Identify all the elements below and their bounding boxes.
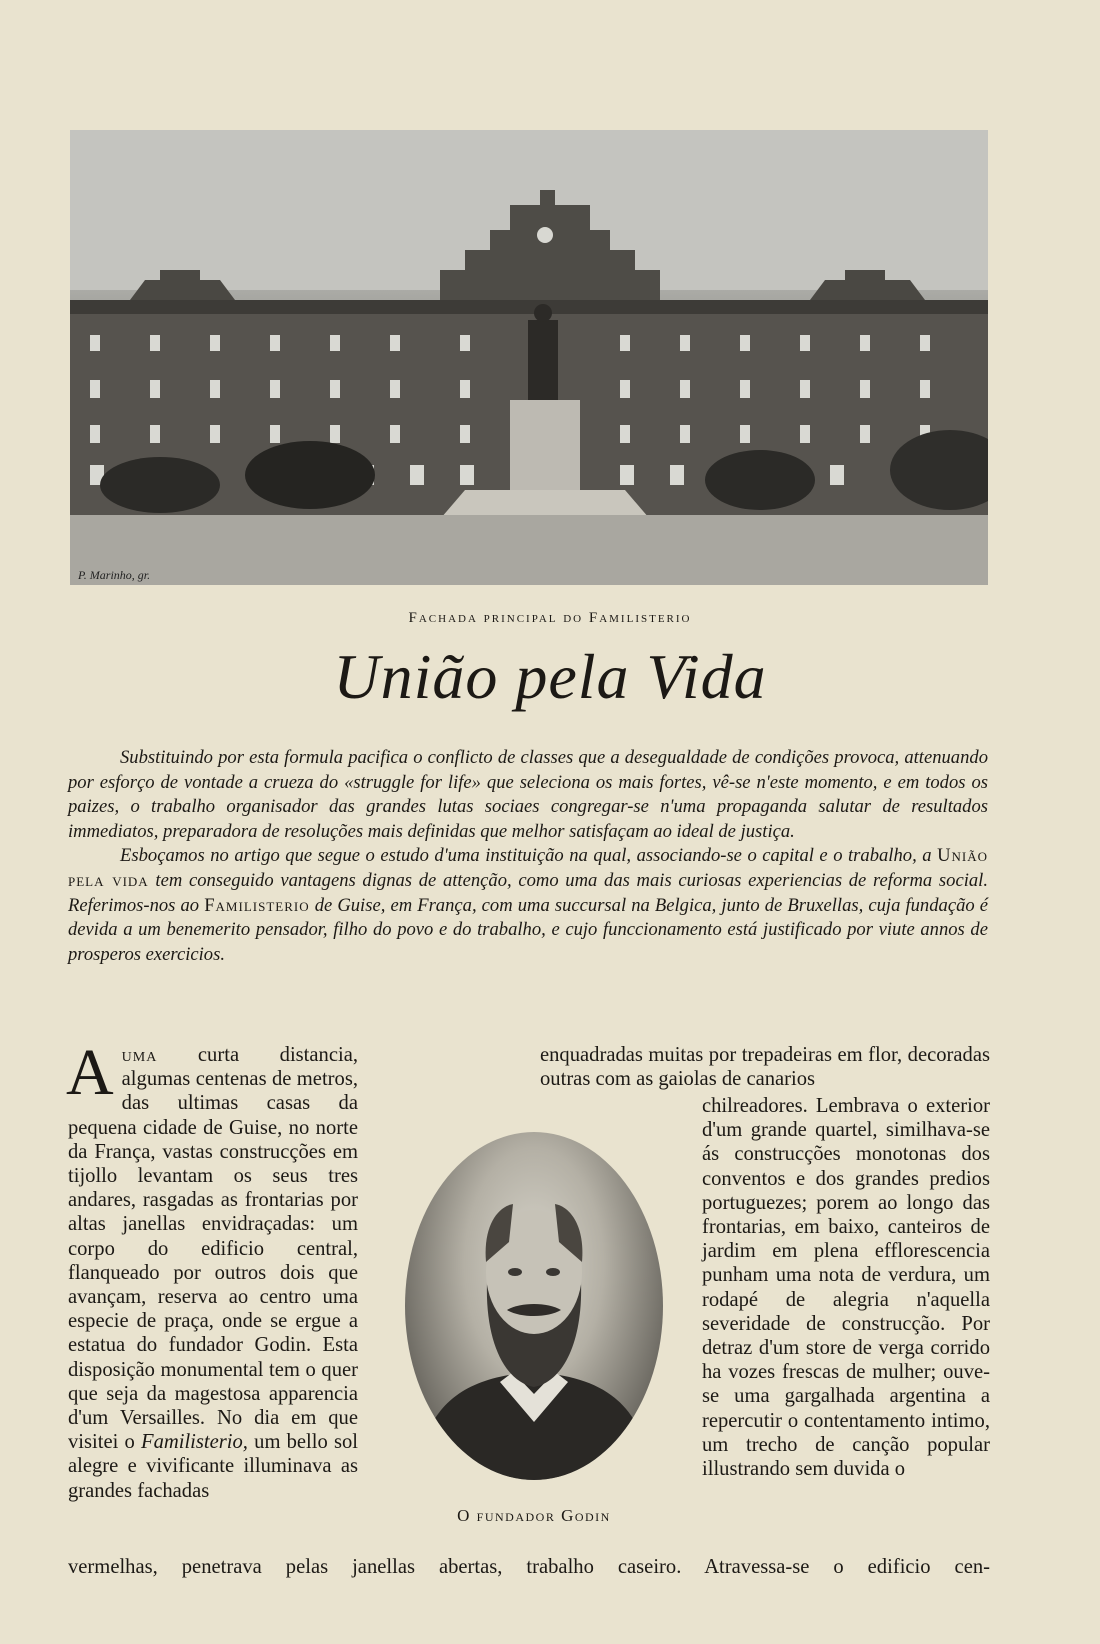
body-column-right: chilreadores. Lembrava o exterior d'um grande quartel, similhava-se ás construcções monotonas dos conventos e dos grandes predios portuguezes; porem ao longo das frontarias, em baixo, canteiros de jardim em plena efflorescencia punham uma nota de verdura, um rodapé de alegria n'aquella severidade de construcção. Por detraz d'um store de verga corrido ha vozes frescas de mulher; ouve-se uma gargalhada argentina a repercutir o contentamento intimo, um trecho de canção popular illustrando sem duvida o xyxy=(702,1095,990,1481)
right-column-top: enquadradas muitas por trepadeiras em flor, decoradas outras com as gaiolas de canarios xyxy=(540,1044,990,1091)
familisterio-facade-photo xyxy=(70,130,988,585)
godin-portrait xyxy=(405,1132,663,1480)
bottom-text-line: vermelhas, penetrava pelas janellas abertas, trabalho caseiro. Atravessa-se o edificio cen- xyxy=(68,1556,990,1578)
article-title: União pela Vida xyxy=(333,641,767,712)
drop-cap: A xyxy=(66,1036,114,1109)
intro-p2-smallcaps-2: Familisterio xyxy=(204,894,310,916)
left-column-end: um bello sol alegre e vivificante illuminava as grandes fachadas xyxy=(68,1431,358,1502)
intro-paragraph-2 xyxy=(68,844,988,967)
left-column-text: curta distancia, algumas centenas de metros, das ultimas casas da pequena cidade de Guise, no norte da França, vastas construcções em tijollo levantam os seus tres andares, rasgadas as frontarias por altas janellas envidraçadas: um corpo do edificio central, flanqueado por outros dois que avançam, reserva ao centro uma especie de praça, onde se ergue a estatua do fundador Godin. Esta disposição monumental tem o quer que seja da magestosa apparencia d'um Versailles. No dia em que visitei o xyxy=(68,1044,358,1454)
body-column-left xyxy=(66,1036,358,1503)
portrait-illustration xyxy=(405,1132,663,1480)
opening-word: uma xyxy=(121,1044,158,1066)
intro-p2-part-c: de Guise, em França, com uma succursal na Belgica, junto de Bruxellas, cuja fundação é devida a um benemerito pensador, filho do povo e do trabalho, e cujo funccionamento está justificado por viute annos de prosperos exercicios. xyxy=(68,894,989,965)
left-column-italic: Familisterio, xyxy=(140,1431,248,1454)
portrait-caption: O fundador Godin xyxy=(457,1506,611,1525)
article-intro xyxy=(68,746,988,967)
photo-caption: Fachada principal do Familisterio xyxy=(408,610,692,626)
intro-paragraph-1: Substituindo por esta formula pacifica o conflicto de classes que a desegualdade de condições provoca, attenuando por esforço de vontade a crueza do «struggle for life» que seleciona os mais fortes, vê-se n'este momento, e em todos os paizes, o trabalho organisador das grandes lutas sociaes congregar-se n'uma propaganda salutar de resultados immediatos, preparadora de resoluções mais definidas que melhor satisfaçam ao ideal de justiça. xyxy=(68,747,988,842)
intro-p2-smallcaps-1: União pela vida xyxy=(68,845,988,891)
intro-p2-part-a: Esboçamos no artigo que segue o estudo d'uma instituição na qual, associando-se o capital e o trabalho, a xyxy=(120,845,932,867)
facade-illustration xyxy=(70,130,988,585)
engraver-signature: P. Marinho, gr. xyxy=(78,568,151,582)
intro-p2-part-b: tem conseguido vantagens dignas de attenção, como uma das mais curiosas experiencias de reforma social. Referimos-nos ao xyxy=(68,869,988,916)
